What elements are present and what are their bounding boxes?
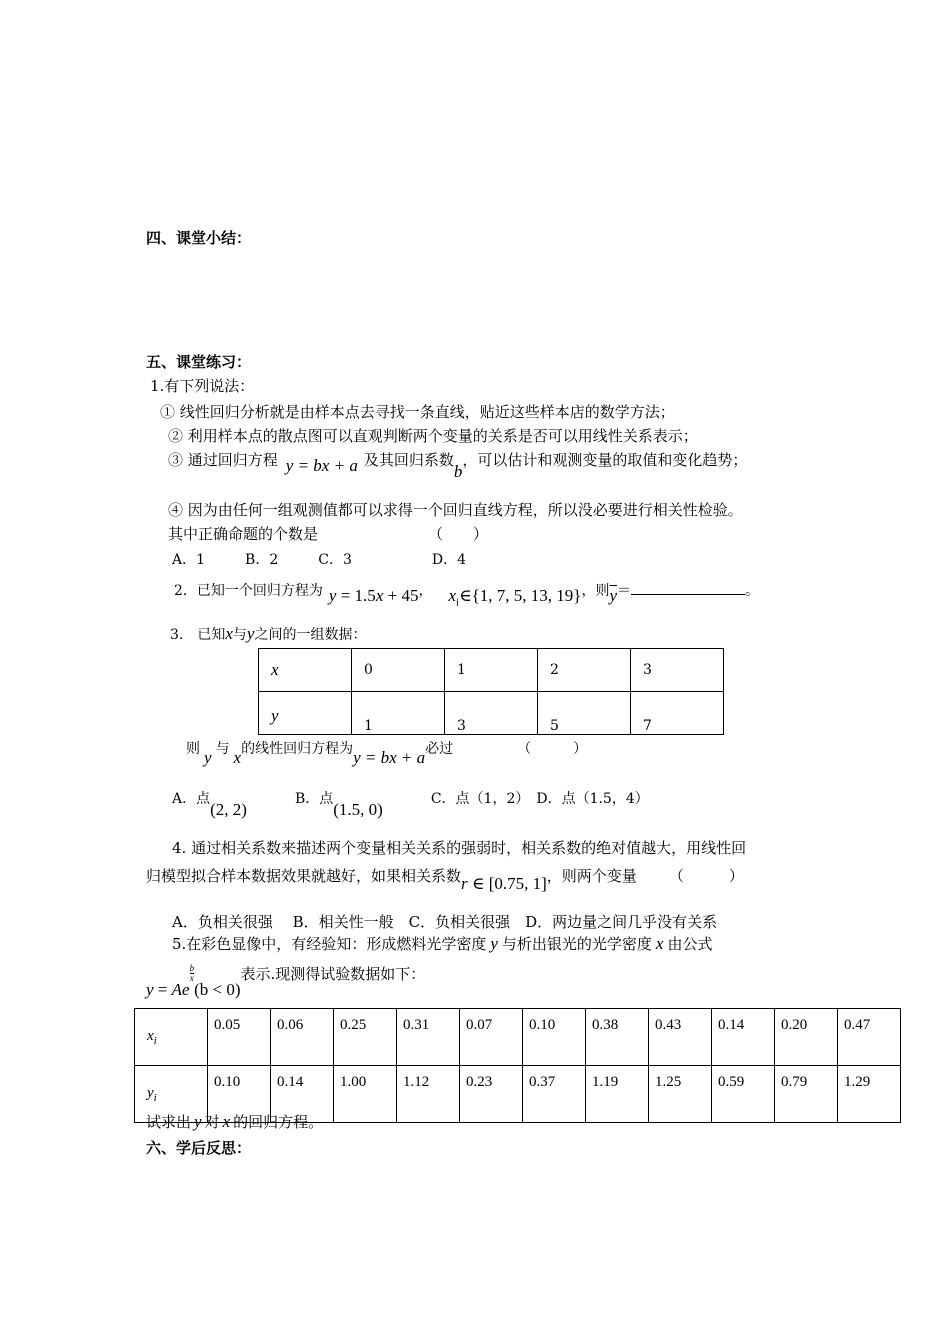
q4-options: A．负相关很强 B．相关性一般 C．负相关很强 D．两边量之间几乎没有关系 [172, 913, 718, 931]
table-row: $y_i$ 0.10 0.14 1.00 1.12 0.23 0.37 1.19 1.25 0.59 0.79 1.29 [135, 1066, 901, 1123]
q2-equation: y = 1.5x + 45 [328, 586, 419, 605]
q3-options: A．点(2, 2)B．点(1.5, 0)C．点（1，2） D．点（1.5，4） [172, 791, 649, 819]
q1-statement-2: ② 利用样本点的散点图可以直观判断两个变量的关系是否可以用线性关系表示； [168, 427, 698, 445]
q5-line1: 5.在彩色显像中，有经验知：形成燃料光学密度 y 与析出银光的光学密度 x 由公式 [172, 934, 713, 953]
q1-answer-paren: （ ） [428, 525, 489, 543]
q3-question: 则 y 与 x的线性回归方程为y = bx + a必过 （ ） [186, 741, 588, 767]
q2-ybar: $\overline{y}$ [609, 586, 618, 605]
q1-stem: 1.有下列说法： [150, 377, 255, 395]
q5-data-table [134, 1008, 901, 1123]
q2-stem: 2．已知一个回归方程为 y = 1.5x + 45， $x_i\in\{1$, 7, 5, 13, 19}，则$\overline{y}=$ 。 [174, 580, 759, 606]
section5-title: 五、课堂练习： [146, 353, 252, 371]
q5-row-label-y: $y_i$ [135, 1066, 208, 1123]
q4-line1: 4. 通过相关系数来描述两个变量相关关系的强弱时，相关系数的绝对值越大，用线性回 [172, 839, 747, 857]
table-row: $x_i$ 0.05 0.06 0.25 0.31 0.07 0.10 0.38 0.43 0.14 0.20 0.47 [135, 1009, 901, 1066]
table-row: x 0 1 2 3 [259, 649, 724, 692]
q3-stem: 3. 已知x与y之间的一组数据： [170, 624, 367, 643]
q5-ask: 试求出 y 对 x 的回归方程。 [146, 1112, 324, 1131]
q4-answer-paren: （ ） [668, 867, 744, 885]
q1-statement-4: ④ 因为由任何一组观测值都可以求得一个回归直线方程，所以没必要进行相关性检验。 [168, 501, 743, 519]
q1-s3-var-b: b [453, 462, 463, 481]
q4-line2: 归模型拟合样本数据效果就越好，如果相关系数r ∈ [0.75, 1]，则两个变量 （ ） [146, 867, 744, 893]
q1-statement-3: ③ 通过回归方程 y = bx + a 及其回归系数b，可以估计和观测变量的取值和变化趋势； [168, 451, 748, 481]
q1-s3-equation: y = bx + a [285, 456, 358, 475]
q5-line2: y = Ae $\frac{b}{x}$ (b < 0)表示.现测得试验数据如下： [146, 963, 426, 999]
q3-data-table [258, 648, 724, 735]
q1-ask: 其中正确命题的个数是 （ ） [168, 525, 489, 543]
section6-title: 六、学后反思： [146, 1139, 252, 1157]
q1-statement-1: ① 线性回归分析就是由样本点去寻找一条直线，贴近这些样本店的数学方法； [160, 403, 675, 421]
section4-title: 四、课堂小结： [146, 229, 252, 247]
q5-formula: y = Ae $\frac{b}{x}$ (b < 0) [146, 963, 241, 999]
q4-equation: r ∈ [0.75, 1] [461, 874, 547, 893]
q5-row-label-x: $x_i$ [135, 1009, 208, 1066]
q2-answer-blank[interactable] [631, 580, 745, 595]
q3-answer-paren: （ ） [517, 741, 588, 757]
q3-row-label-y: y [259, 692, 352, 735]
q1-options: A．1 B．2 C．3 D．4 [172, 552, 466, 568]
q3-equation: y = bx + a [353, 748, 426, 767]
q3-row-label-x: x [259, 649, 352, 692]
table-row: y 1 3 5 7 [259, 692, 724, 735]
q2-set: $x_i\in\{1$, 7, 5, 13, 19} [448, 586, 582, 609]
